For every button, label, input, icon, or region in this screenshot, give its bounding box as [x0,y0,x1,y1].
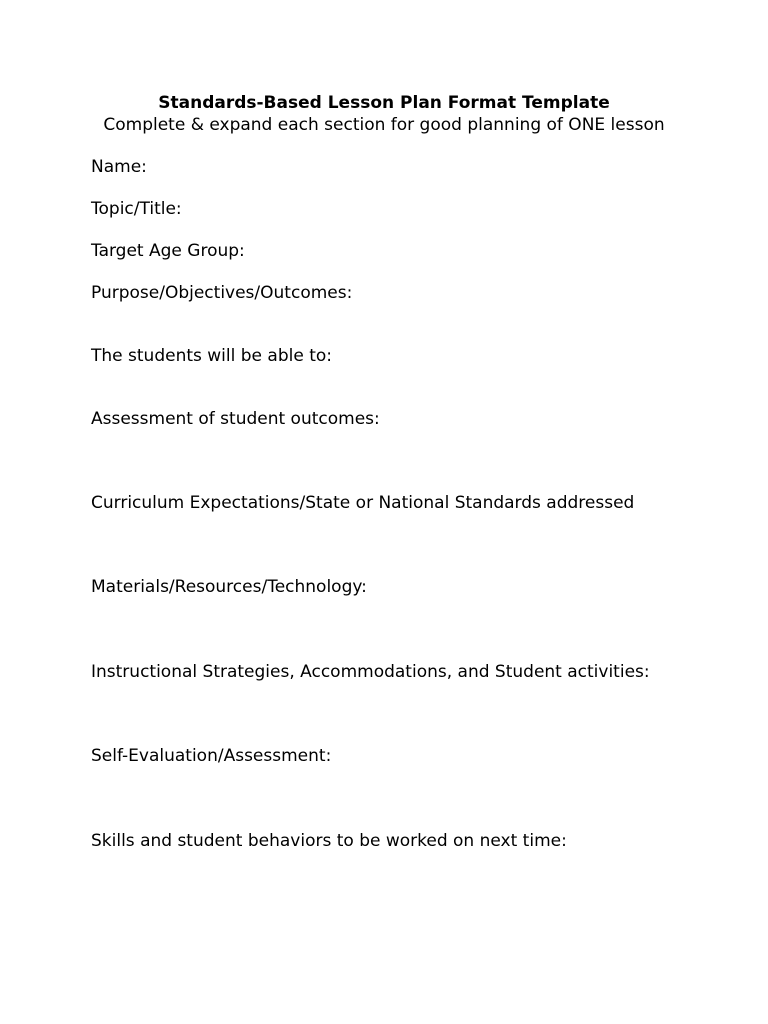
field-next-time-skills-label: Skills and student behaviors to be worked on next time: [91,831,567,851]
field-name-label: Name: [91,157,147,177]
field-instructional-strategies-label: Instructional Strategies, Accommodations, and Student activities: [91,662,650,682]
field-target-age-group-label: Target Age Group: [91,241,245,261]
field-topic-title-label: Topic/Title: [91,199,182,219]
field-curriculum-standards-label: Curriculum Expectations/State or National Standards addressed [91,493,635,513]
document-subtitle: Complete & expand each section for good planning of ONE lesson [103,115,665,135]
field-materials-label: Materials/Resources/Technology: [91,577,367,597]
field-assessment-label: Assessment of student outcomes: [91,409,380,429]
field-purpose-objectives-label: Purpose/Objectives/Outcomes: [91,283,353,303]
document-title: Standards-Based Lesson Plan Format Template [158,93,610,113]
field-self-evaluation-label: Self-Evaluation/Assessment: [91,746,332,766]
field-students-able-to-label: The students will be able to: [91,346,332,366]
